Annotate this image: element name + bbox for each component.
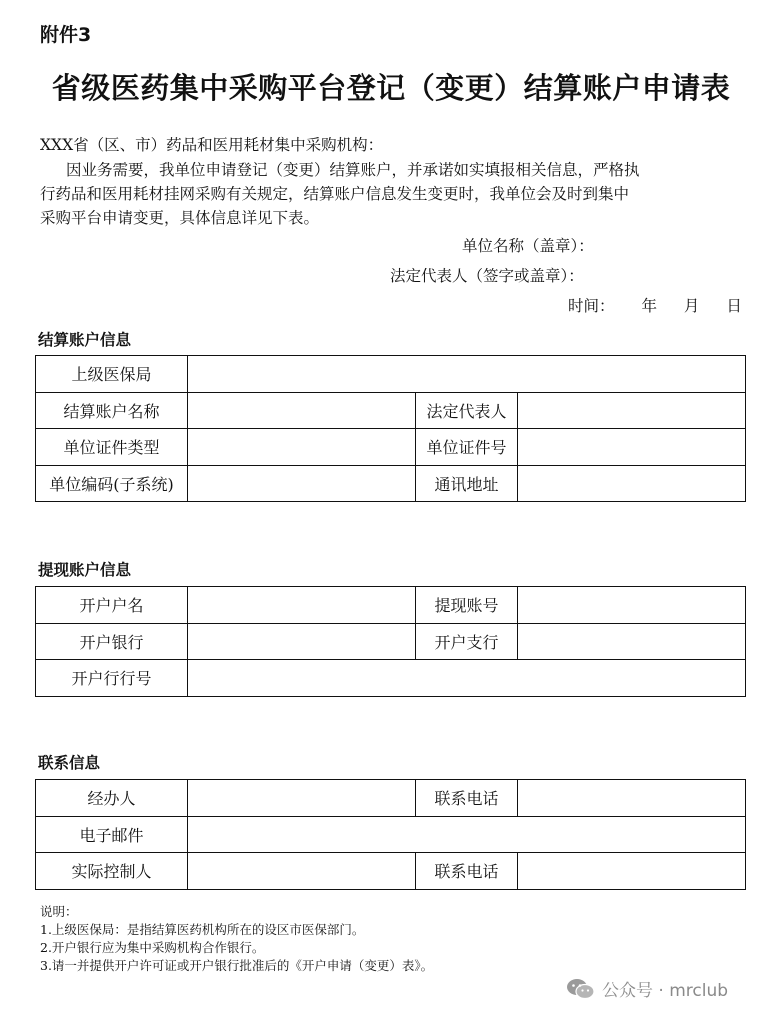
table-row [36,429,746,466]
contact-info-table [35,779,746,890]
legal-representative-label: 法定代表人 [416,392,518,429]
legal-representative-field[interactable] [518,392,746,429]
table-row [36,587,746,624]
account-holder-field[interactable] [188,587,416,624]
settlement-section-title: 结算账户信息 [38,331,132,349]
cert-type-field[interactable] [188,429,416,466]
table-row [36,660,746,697]
notes [40,903,433,975]
month-label: 月 [683,297,700,315]
watermark-text: 公众号 · mrclub [602,981,729,1001]
notes-heading: 说明： [40,904,78,919]
unit-code-label: 单位编码(子系统) [36,465,188,502]
address-field[interactable] [518,465,746,502]
cert-type-label: 单位证件类型 [36,429,188,466]
addressee-line: XXX省（区、市）药品和医用耗材集中采购机构： [40,136,384,154]
controller-phone-field[interactable] [518,853,746,890]
withdrawal-account-label: 提现账号 [416,587,518,624]
legal-rep-signature-label: 法定代表人（签字或盖章）： [390,267,584,285]
attachment-label: 附件3 [40,24,92,46]
date-line [568,294,742,316]
cert-number-field[interactable] [518,429,746,466]
controller-phone-label: 联系电话 [416,853,518,890]
account-holder-label: 开户户名 [36,587,188,624]
table-row [36,623,746,660]
table-row [36,853,746,890]
address-label: 通讯地址 [416,465,518,502]
body-line-3: 采购平台申请变更，具体信息详见下表。 [40,209,320,227]
body-line-1: 因业务需要，我单位申请登记（变更）结算账户，并承诺如实填报相关信息，严格执 [66,161,640,179]
day-label: 日 [726,297,742,315]
phone-field[interactable] [518,780,746,817]
table-row [36,356,746,393]
branch-label: 开户支行 [416,623,518,660]
superior-bureau-field[interactable] [188,356,746,393]
cert-number-label: 单位证件号 [416,429,518,466]
bank-code-label: 开户行行号 [36,660,188,697]
body-line-2: 行药品和医用耗材挂网采购有关规定，结算账户信息发生变更时，我单位会及时到集中 [40,185,630,203]
branch-field[interactable] [518,623,746,660]
table-row [36,465,746,502]
table-row [36,816,746,853]
unit-code-field[interactable] [188,465,416,502]
bank-code-field[interactable] [188,660,746,697]
time-label: 时间： [568,297,615,315]
unit-name-label: 单位名称（盖章）： [462,237,594,255]
handler-label: 经办人 [36,780,188,817]
email-field[interactable] [188,816,746,853]
contact-section-title: 联系信息 [38,754,101,772]
controller-label: 实际控制人 [36,853,188,890]
withdrawal-account-field[interactable] [518,587,746,624]
controller-field[interactable] [188,853,416,890]
handler-field[interactable] [188,780,416,817]
watermark [566,976,728,1001]
superior-bureau-label: 上级医保局 [36,356,188,393]
page-title: 省级医药集中采购平台登记（变更）结算账户申请表 [51,71,731,105]
note-item-1: 1.上级医保局：是指结算医药机构所在的设区市医保部门。 [40,922,365,937]
year-label: 年 [641,297,657,315]
account-name-label: 结算账户名称 [36,392,188,429]
withdrawal-section-title: 提现账户信息 [38,561,132,579]
table-row [36,392,746,429]
wechat-icon [566,978,596,1000]
note-item-2: 2.开户银行应为集中采购机构合作银行。 [40,940,265,955]
settlement-account-table [35,355,746,502]
email-label: 电子邮件 [36,816,188,853]
note-item-3: 3.请一并提供开户许可证或开户银行批准后的《开户申请（变更）表》。 [40,958,434,973]
account-name-field[interactable] [188,392,416,429]
phone-label: 联系电话 [416,780,518,817]
bank-field[interactable] [188,623,416,660]
table-row [36,780,746,817]
bank-label: 开户银行 [36,623,188,660]
withdrawal-account-table [35,586,746,697]
